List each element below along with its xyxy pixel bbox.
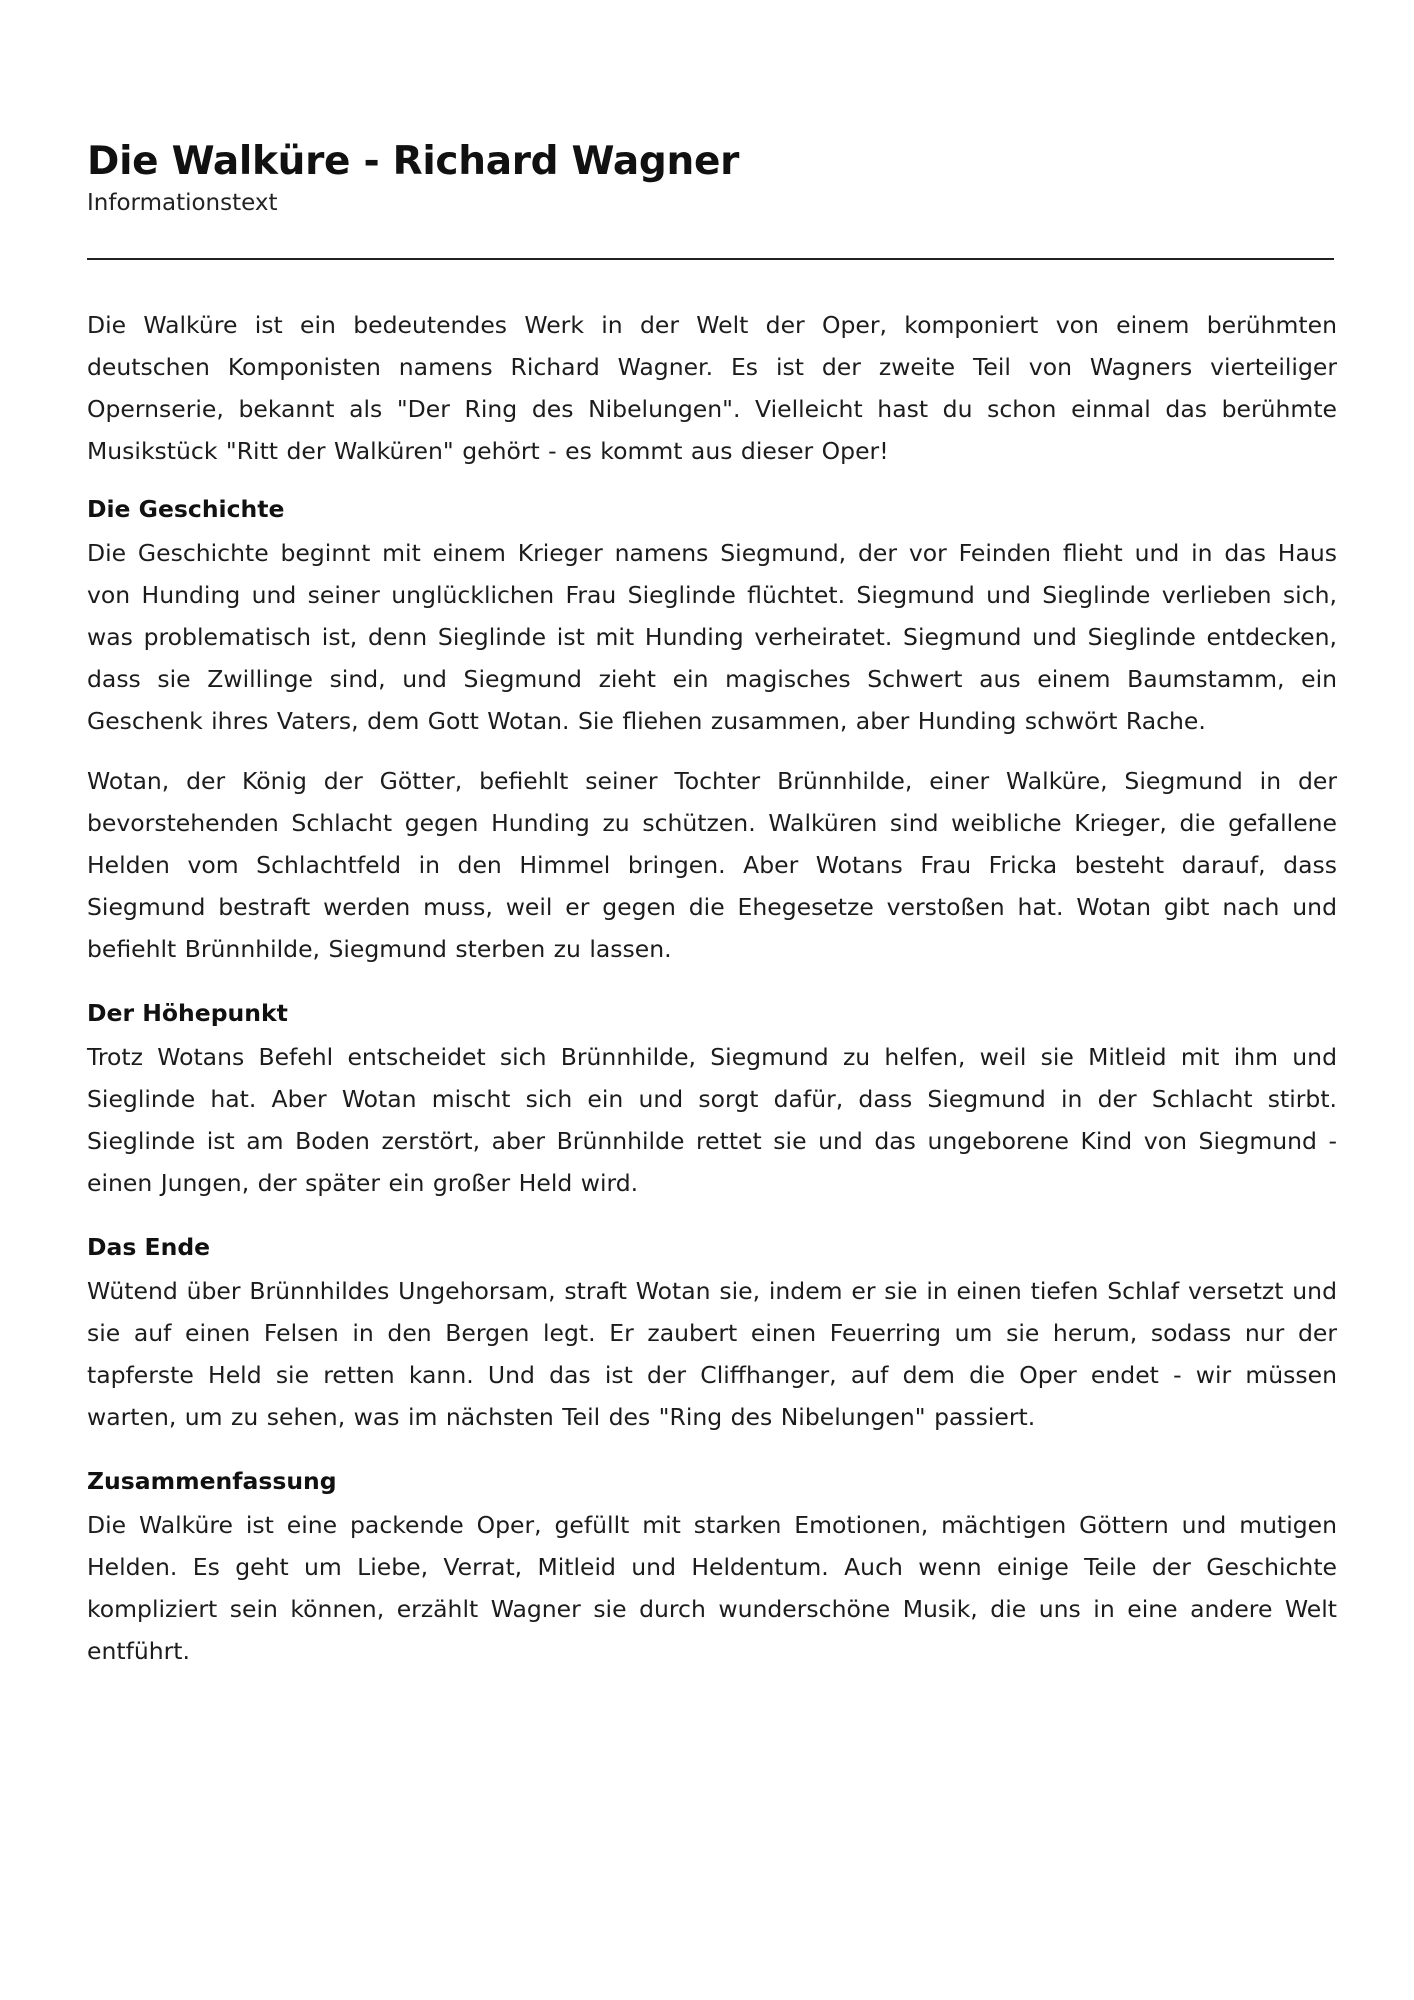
section-hoehepunkt [87,996,1337,1204]
section-heading: Der Höhepunkt [87,999,288,1027]
section-paragraph: Wütend über Brünnhildes Ungehorsam, straft Wotan sie, indem er sie in einen tiefen Schlaf versetzt und sie auf einen Felsen in den Bergen legt. Er zaubert einen Feuerring um sie herum, sodass nur der tapferste Held sie retten kann. Und das ist der Cliffhanger, auf dem die Oper endet - wir müssen warten, um zu sehen, was im nächsten Teil des "Ring des Nibelungen" passiert. [87,1277,1337,1431]
intro-paragraph: Die Walküre ist ein bedeutendes Werk in der Welt der Oper, komponiert von einem berühmten deutschen Komponisten namens Richard Wagner. Es ist der zweite Teil von Wagners vierteiliger Opernserie, bekannt als "Der Ring des Nibelungen". Vielleicht hast du schon einmal das berühmte Musikstück "Ritt der Walküren" gehört - es kommt aus dieser Oper! [87,311,1337,465]
section-paragraph: Wotan, der König der Götter, befiehlt seiner Tochter Brünnhilde, einer Walküre, Siegmund in der bevorstehenden Schlacht gegen Hunding zu schützen. Walküren sind weibliche Krieger, die gefallene Helden vom Schlachtfeld in den Himmel bringen. Aber Wotans Frau Fricka besteht darauf, dass Siegmund bestraft werden muss, weil er gegen die Ehegesetze verstoßen hat. Wotan gibt nach und befiehlt Brünnhilde, Siegmund sterben zu lassen. [87,767,1337,963]
section-geschichte [87,492,1337,970]
section-paragraph: Trotz Wotans Befehl entscheidet sich Brünnhilde, Siegmund zu helfen, weil sie Mitleid mit ihm und Sieglinde hat. Aber Wotan mischt sich ein und sorgt dafür, dass Siegmund in der Schlacht stirbt. Sieglinde ist am Boden zerstört, aber Brünnhilde rettet sie und das ungeborene Kind von Siegmund - einen Jungen, der später ein großer Held wird. [87,1043,1337,1197]
title-divider [87,258,1334,260]
section-ende [87,1230,1337,1438]
section-heading: Zusammenfassung [87,1467,337,1495]
section-heading: Das Ende [87,1233,211,1261]
document-page [87,136,1337,1690]
document-title: Die Walküre - Richard Wagner [87,139,740,184]
document-subtitle: Informationstext [87,190,278,216]
section-heading: Die Geschichte [87,495,285,523]
section-zusammenfassung [87,1464,1337,1672]
section-paragraph: Die Geschichte beginnt mit einem Krieger namens Siegmund, der vor Feinden flieht und in das Haus von Hunding und seiner unglücklichen Frau Sieglinde flüchtet. Siegmund und Sieglinde verlieben sich, was problematisch ist, denn Sieglinde ist mit Hunding verheiratet. Siegmund und Sieglinde entdecken, dass sie Zwillinge sind, und Siegmund zieht ein magisches Schwert aus einem Baumstamm, ein Geschenk ihres Vaters, dem Gott Wotan. Sie fliehen zusammen, aber Hunding schwört Rache. [87,539,1337,735]
section-paragraph: Die Walküre ist eine packende Oper, gefüllt mit starken Emotionen, mächtigen Göttern und mutigen Helden. Es geht um Liebe, Verrat, Mitleid und Heldentum. Auch wenn einige Teile der Geschichte kompliziert sein können, erzählt Wagner sie durch wunderschöne Musik, die uns in eine andere Welt entführt. [87,1511,1337,1665]
